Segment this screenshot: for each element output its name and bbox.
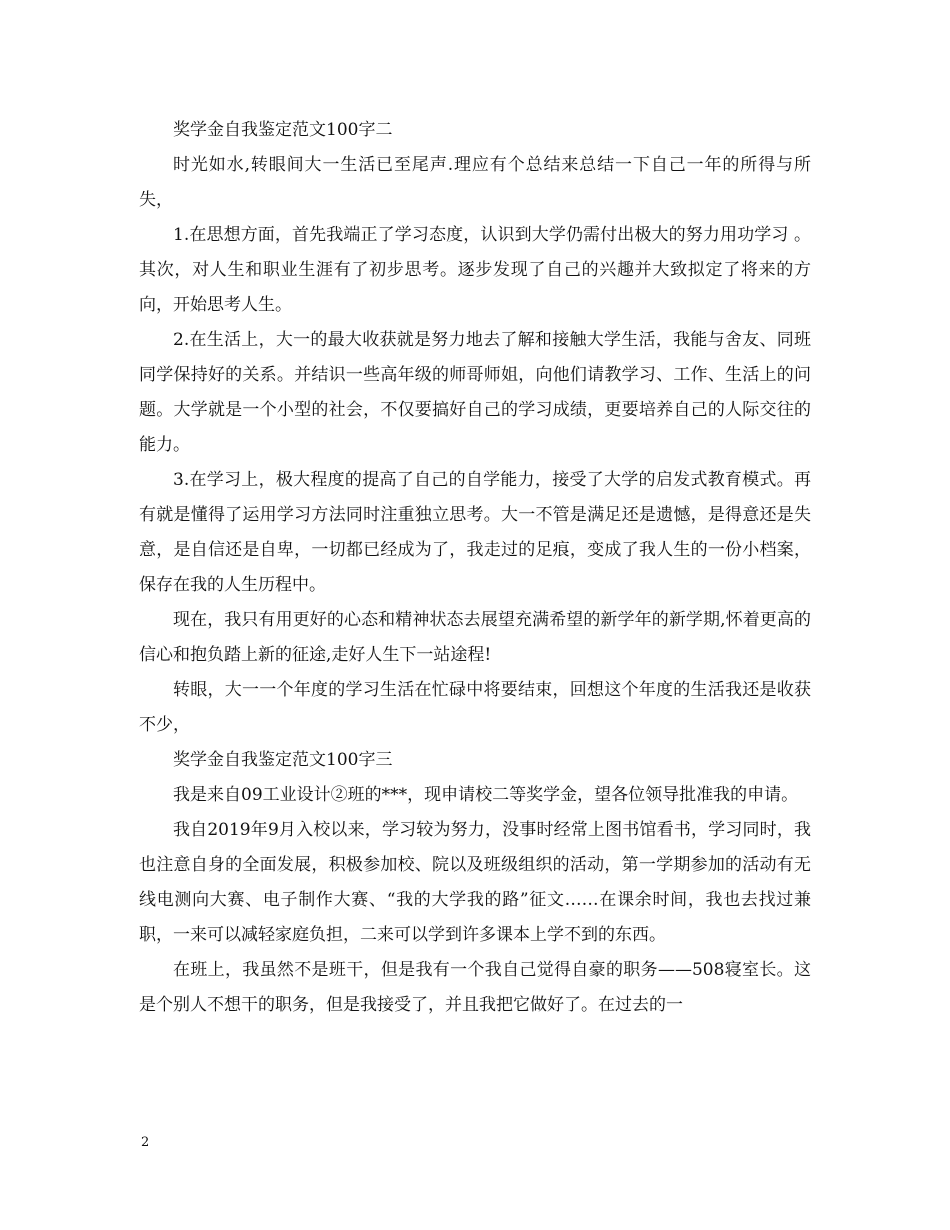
section-heading-2: 奖学金自我鉴定范文100字二 — [173, 120, 393, 140]
paragraph-application: 我是来自09工业设计②班的***，现申请校二等奖学金，望各位领导批准我的申请。 — [173, 785, 799, 805]
paragraph-outlook: 现在，我只有用更好的心态和精神状态去展望充满希望的新学年的新学期,怀着更高的信心和抱负踏上新的征途,走好人生下一站途程! — [139, 610, 811, 665]
paragraph-point-3: 3.在学习上，极大程度的提高了自己的自学能力，接受了大学的启发式教育模式。再有就是懂得了运用学习方法同时注重独立思考。大一不管是满足还是遗憾，是得意还是失意，是自信还是自卑，一切都已经成为了，我走过的足痕，变成了我人生的一份小档案，保存在我的人生历程中。 — [139, 470, 811, 595]
paragraph-point-1: 1.在思想方面，首先我端正了学习态度，认识到大学仍需付出极大的努力用功学习 。其次，对人生和职业生涯有了初步思考。逐步发现了自己的兴趣并大致拟定了将来的方向，开始思考人生。 — [139, 225, 811, 315]
paragraph-study-activities: 我自2019年9月入校以来，学习较为努力，没事时经常上图书馆看书，学习同时，我也注意自身的全面发展，积极参加校、院以及班级组织的活动，第一学期参加的活动有无线电测向大赛、电子制作大赛、“我的大学我的路”征文……在课余时间，我也去找过兼职，一来可以减轻家庭负担，二来可以学到许多课本上学不到的东西。 — [139, 820, 811, 945]
page-number: 2 — [141, 1135, 150, 1150]
paragraph-intro: 时光如水,转眼间大一生活已至尾声.理应有个总结来总结一下自己一年的所得与所失， — [139, 155, 811, 210]
paragraph-summary: 转眼，大一一个年度的学习生活在忙碌中将要结束，回想这个年度的生活我还是收获不少， — [139, 680, 811, 735]
paragraph-dorm-leader: 在班上，我虽然不是班干，但是我有一个我自己觉得自豪的职务——508寝室长。这是个别人不想干的职务，但是我接受了，并且我把它做好了。在过去的一 — [139, 960, 811, 1015]
document-body — [139, 113, 811, 1023]
section-heading-3: 奖学金自我鉴定范文100字三 — [173, 750, 393, 770]
paragraph-point-2: 2.在生活上，大一的最大收获就是努力地去了解和接触大学生活，我能与舍友、同班同学保持好的关系。并结识一些高年级的师哥师姐，向他们请教学习、工作、生活上的问题。大学就是一个小型的社会，不仅要搞好自己的学习成绩，更要培养自己的人际交往的能力。 — [139, 330, 811, 455]
